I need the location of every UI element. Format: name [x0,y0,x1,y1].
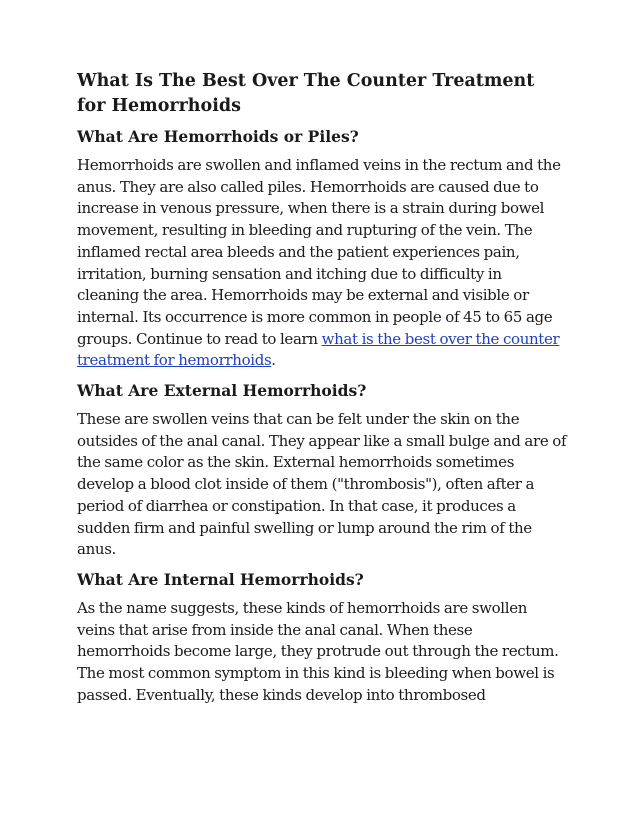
section-heading-external-hemorrhoids: What Are External Hemorrhoids? [77,381,367,401]
paragraph-external-hemorrhoids: These are swollen veins that can be felt under the skin on the outsides of the anal canal. They appear like a small bulge and are of the same color as the skin. External hemorrhoids sometimes develop a blood clot inside of them ("thrombosis"), often after a period of diarrhea or constipation. In that case, it produces a sudden firm and painful swelling or lump around the rim of the anus. [77,410,567,559]
section-heading-internal-hemorrhoids: What Are Internal Hemorrhoids? [77,569,364,589]
paragraph-hemorrhoids-intro [77,155,567,372]
section-heading-hemorrhoids-or-piles: What Are Hemorrhoids or Piles? [77,127,359,146]
paragraph-text-end: . [271,351,276,370]
page-title: What Is The Best Over The Counter Treatment for Hemorrhoids [77,71,535,116]
best-otc-treatment-link[interactable]: what is the best over the counter treatment for hemorrhoids [77,329,560,370]
paragraph-internal-hemorrhoids: As the name suggests, these kinds of hemorrhoids are swollen veins that arise from inside the anal canal. When these hemorrhoids become large, they protrude out through the rectum. The most common symptom in this kind is bleeding when bowel is passed. Eventually, these kinds develop into thrombosed [77,598,559,704]
paragraph-text: Hemorrhoids are swollen and inflamed veins in the rectum and the anus. They are also called piles. Hemorrhoids are caused due to increase in venous pressure, when there is a strain during bowel movement, resulting in bleeding and rupturing of the vein. The inflamed rectal area bleeds and the patient experiences pain, irritation, burning sensation and itching due to difficulty in cleaning the area. Hemorrhoids may be external and visible or internal. Its occurrence is more common in people of 45 to 65 age groups. Continue to read to learn [77,156,561,348]
document-page [77,69,567,714]
